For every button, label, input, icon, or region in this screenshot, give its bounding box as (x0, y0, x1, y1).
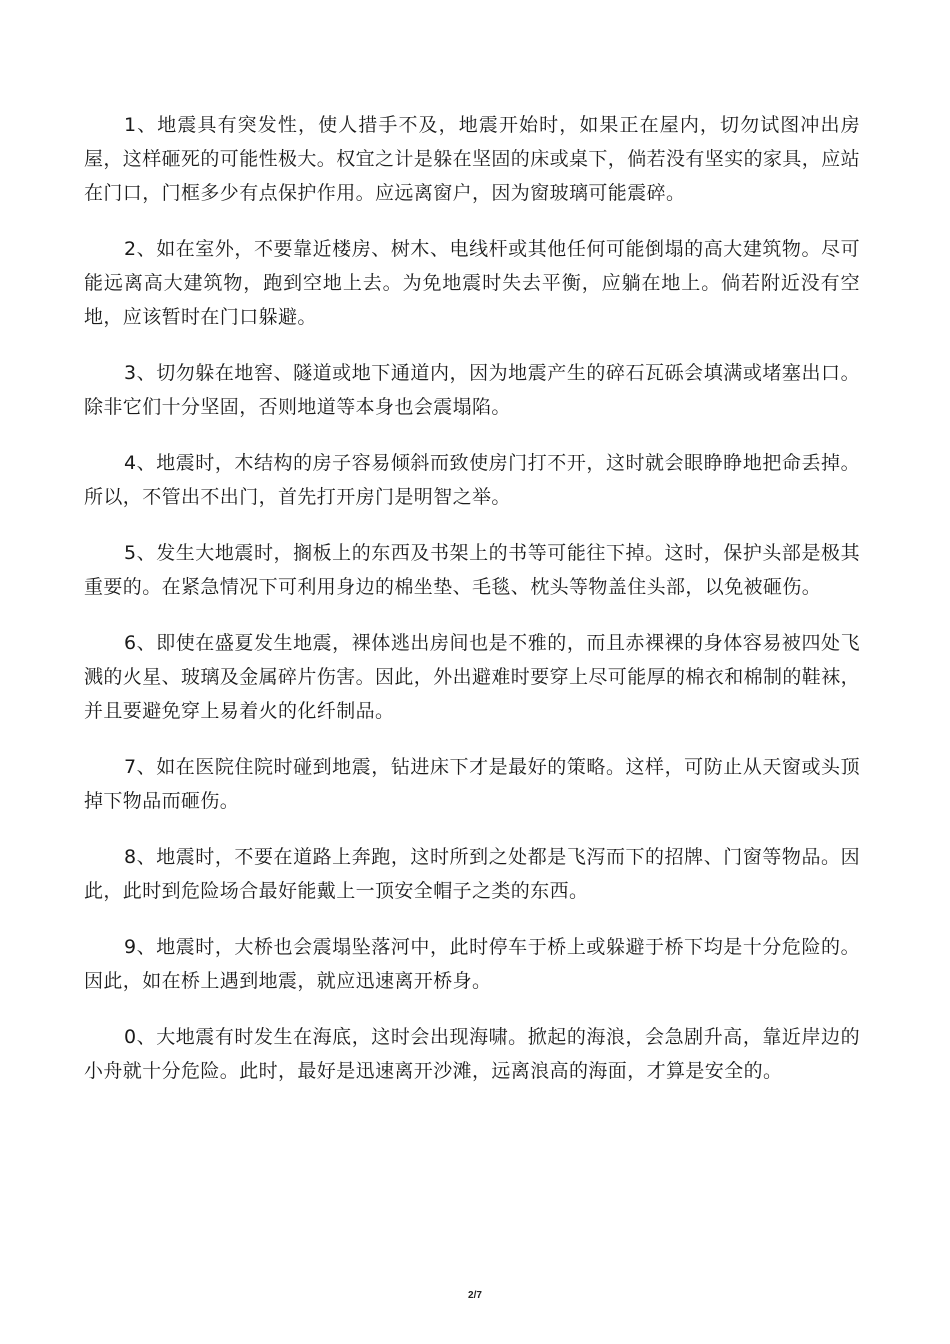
paragraph-8: 8、地震时，不要在道路上奔跑，这时所到之处都是飞泻而下的招牌、门窗等物品。因此，此时到危险场合最好能戴上一顶安全帽子之类的东西。 (84, 846, 860, 902)
paragraph-3: 3、切勿躲在地窖、隧道或地下通道内，因为地震产生的碎石瓦砾会填满或堵塞出口。除非它们十分坚固，否则地道等本身也会震塌陷。 (84, 362, 860, 418)
paragraph-9: 9、地震时，大桥也会震塌坠落河中，此时停车于桥上或躲避于桥下均是十分危险的。因此，如在桥上遇到地震，就应迅速离开桥身。 (84, 936, 860, 992)
paragraph-5: 5、发生大地震时，搁板上的东西及书架上的书等可能往下掉。这时，保护头部是极其重要的。在紧急情况下可利用身边的棉坐垫、毛毯、枕头等物盖住头部，以免被砸伤。 (84, 542, 860, 598)
paragraph-10: 0、大地震有时发生在海底，这时会出现海啸。掀起的海浪，会急剧升高，靠近岸边的小舟就十分危险。此时，最好是迅速离开沙滩，远离浪高的海面，才算是安全的。 (84, 1026, 860, 1082)
page-number: 2/7 (468, 1290, 482, 1301)
paragraph-2: 2、如在室外，不要靠近楼房、树木、电线杆或其他任何可能倒塌的高大建筑物。尽可能远离高大建筑物，跑到空地上去。为免地震时失去平衡，应躺在地上。倘若附近没有空地，应该暂时在门口躲避。 (84, 238, 860, 328)
document-body (84, 108, 860, 1110)
paragraph-7: 7、如在医院住院时碰到地震，钻进床下才是最好的策略。这样，可防止从天窗或头顶掉下物品而砸伤。 (84, 756, 860, 812)
paragraph-6: 6、即使在盛夏发生地震，裸体逃出房间也是不雅的，而且赤裸裸的身体容易被四处飞溅的火星、玻璃及金属碎片伤害。因此，外出避难时要穿上尽可能厚的棉衣和棉制的鞋袜，并且要避免穿上易着火的化纤制品。 (84, 632, 861, 722)
paragraph-1: 1、地震具有突发性，使人措手不及，地震开始时，如果正在屋内，切勿试图冲出房屋，这样砸死的可能性极大。权宜之计是躲在坚固的床或桌下，倘若没有坚实的家具，应站在门口，门框多少有点保护作用。应远离窗户，因为窗玻璃可能震碎。 (84, 114, 861, 204)
paragraph-4: 4、地震时，木结构的房子容易倾斜而致使房门打不开，这时就会眼睁睁地把命丢掉。所以，不管出不出门，首先打开房门是明智之举。 (84, 452, 860, 508)
